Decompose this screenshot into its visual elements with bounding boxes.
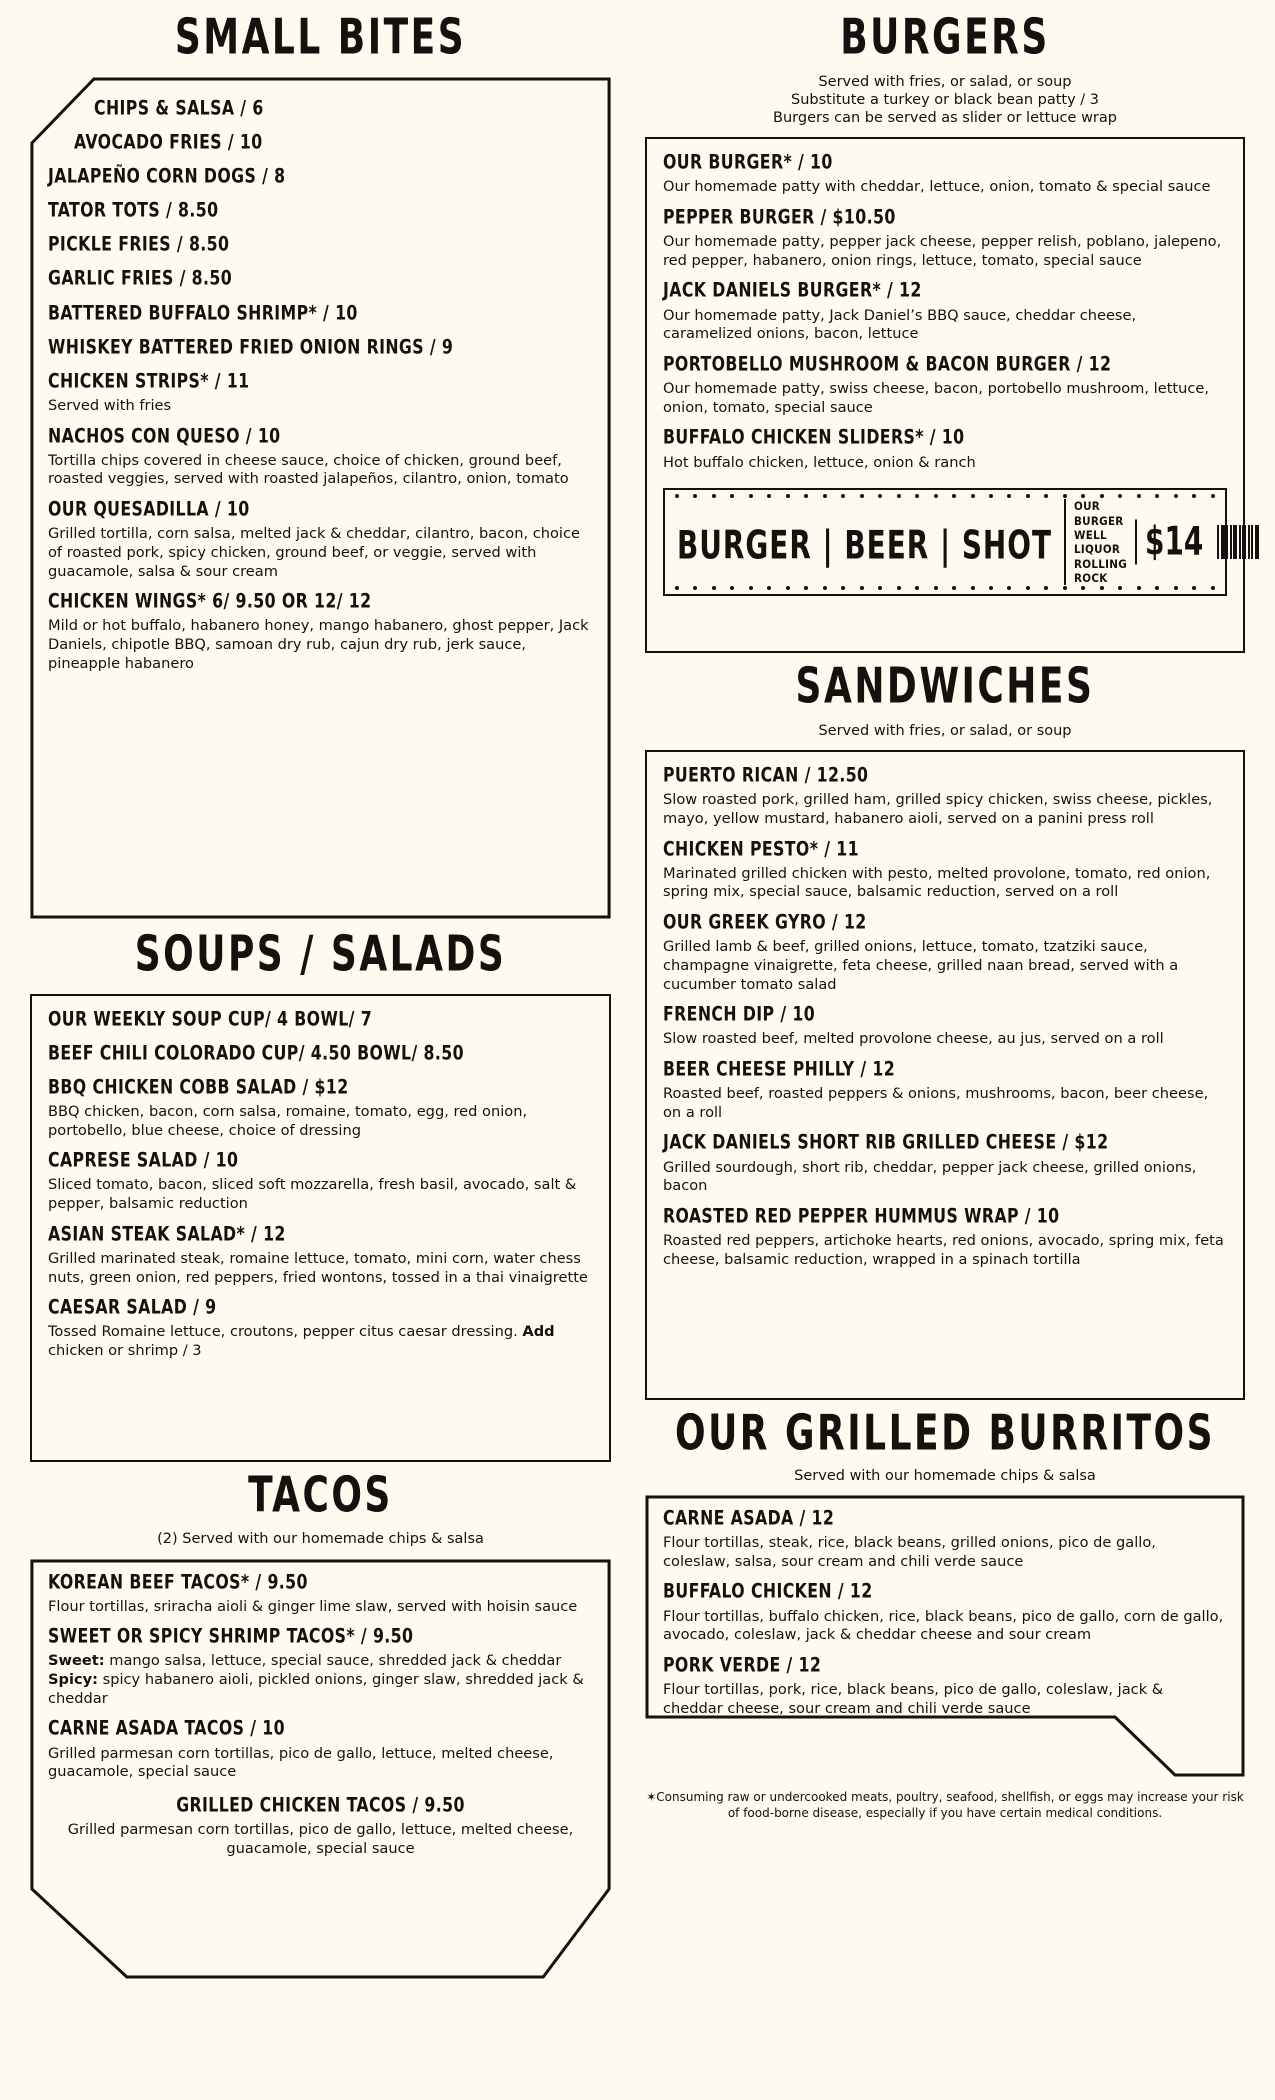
burgers-title: BURGERS: [840, 9, 1050, 66]
menu-item: BBQ CHICKEN COBB SALAD / $12 BBQ chicken, bacon, corn salsa, romaine, tomato, egg, red onion, portobello, blue cheese, choice of dressing: [48, 1076, 528, 1139]
left-column: [30, 9, 611, 2090]
menu-item: BUFFALO CHICKEN SLIDERS* / 10 Hot buffalo chicken, lettuce, onion & ranch: [663, 427, 976, 471]
tacos-box: [30, 1559, 611, 1979]
menu-item: PUERTO RICAN / 12.50 Slow roasted pork, grilled ham, grilled spicy chicken, swiss cheese, pickles, mayo, yellow mustard, habanero aioli, served on a panini press roll: [663, 764, 1213, 827]
banner-main-text: BURGER | BEER | SHOT: [677, 523, 1052, 569]
menu-item: JACK DANIELS BURGER* / 12 Our homemade patty, Jack Daniel’s BBQ sauce, cheddar cheese, caramelized onions, bacon, lettuce: [663, 280, 1137, 343]
menu-item: NACHOS CON QUESO / 10 Tortilla chips covered in cheese sauce, choice of chicken, ground beef, roasted veggies, served with roasted jalapeños, cilantro, onion, tomato: [48, 425, 569, 488]
banner-items-list: OUR BURGER WELL LIQUOR ROLLING ROCK: [1064, 499, 1127, 585]
menu-item: BEEF CHILI COLORADO CUP/ 4.50 BOWL/ 8.50: [48, 1042, 464, 1065]
menu-item: OUR BURGER* / 10 Our homemade patty with cheddar, lettuce, onion, tomato & special sauce: [663, 151, 1211, 196]
menu-item: CARNE ASADA / 12 Flour tortillas, steak, rice, black beans, grilled onions, pico de gallo, coleslaw, salsa, sour cream and chili verde sauce: [663, 1507, 1156, 1570]
small-bites-box: [30, 77, 611, 919]
banner-price: $14: [1135, 520, 1203, 565]
menu-item: ASIAN STEAK SALAD* / 12 Grilled marinated steak, romaine lettuce, tomato, mini corn, water chess nuts, green onion, red peppers, fried wontons, tossed in a thai vinaigrette: [48, 1223, 588, 1286]
tacos-subtitle: (2) Served with our homemade chips & salsa: [157, 1531, 484, 1548]
soups-salads-title: SOUPS / SALADS: [134, 926, 507, 983]
menu-item: JACK DANIELS SHORT RIB GRILLED CHEESE / $12 Grilled sourdough, short rib, cheddar, pepper jack cheese, grilled onions, bacon: [663, 1132, 1197, 1195]
menu-item: PEPPER BURGER / $10.50 Our homemade patty, pepper jack cheese, pepper relish, poblano, jalepeno, red pepper, habanero, onion rings, lettuce, tomato, special sauce: [663, 206, 1222, 269]
soups-salads-box: [30, 994, 611, 1462]
menu-item: OUR QUESADILLA / 10 Grilled tortilla, corn salsa, melted jack & cheddar, cilantro, bacon, choice of roasted pork, spicy chicken, ground beef, or veggie, served with guacamole, salsa & sour cream: [48, 498, 580, 580]
small-bites-title: SMALL BITES: [174, 9, 467, 66]
menu-item: BEER CHEESE PHILLY / 12 Roasted beef, roasted peppers & onions, mushrooms, bacon, beer cheese, on a roll: [663, 1058, 1209, 1121]
menu-item: BATTERED BUFFALO SHRIMP* / 10: [48, 302, 358, 325]
menu-item: CHICKEN WINGS* 6/ 9.50 OR 12/ 12 Mild or hot buffalo, habanero honey, mango habanero, ghost pepper, Jack Daniels, chipotle BBQ, samoan dry rub, cajun dry rub, jerk sauce, pineapple habanero: [48, 590, 589, 672]
menu-item: ROASTED RED PEPPER HUMMUS WRAP / 10 Roasted red peppers, artichoke hearts, red onions, avocado, spring mix, feta cheese, balsamic reduction, wrapped in a spinach tortilla: [663, 1205, 1224, 1268]
soups-salads-header: [30, 926, 611, 983]
small-bites-header: [30, 9, 611, 66]
menu-item: TATOR TOTS / 8.50: [48, 199, 219, 223]
tacos-title: TACOS: [248, 1466, 393, 1524]
burgers-header: [645, 9, 1245, 133]
menu-item: PICKLE FRIES / 8.50: [48, 234, 230, 257]
burgers-subtitle: Served with fries, or salad, or soup Substitute a turkey or black bean patty / 3 Burgers can be served as slider or lettuce wrap: [773, 73, 1117, 127]
barcode-icon: [1217, 525, 1259, 559]
menu-item: WHISKEY BATTERED FRIED ONION RINGS / 9: [48, 336, 454, 359]
sandwiches-box: [645, 750, 1245, 1400]
burritos-subtitle: Served with our homemade chips & salsa: [794, 1467, 1096, 1484]
burritos-title: OUR GRILLED BURRITOS: [674, 1405, 1216, 1462]
burger-beer-shot-banner: [663, 488, 1227, 596]
menu-item: CHICKEN PESTO* / 11 Marinated grilled chicken with pesto, melted provolone, tomato, red onion, spring mix, special sauce, balsamic reduction, served on a roll: [663, 838, 1211, 901]
menu-item: SWEET OR SPICY SHRIMP TACOS* / 9.50 Sweet: mango salsa, lettuce, special sauce, shredded jack & cheddar Spicy: spicy habanero aioli, pickled onions, ginger slaw, shredded jack & cheddar: [48, 1626, 584, 1707]
menu-item: KOREAN BEEF TACOS* / 9.50 Flour tortillas, sriracha aioli & ginger lime slaw, served with hoisin sauce: [48, 1571, 578, 1615]
menu-item: PORK VERDE / 12 Flour tortillas, pork, rice, black beans, pico de gallo, coleslaw, jack & cheddar cheese, sour cream and chili verde sauce: [663, 1654, 1164, 1717]
menu-item: GARLIC FRIES / 8.50: [48, 268, 233, 291]
burgers-box: [645, 137, 1245, 653]
menu-item: OUR WEEKLY SOUP CUP/ 4 BOWL/ 7: [48, 1008, 373, 1031]
burritos-box: [645, 1495, 1245, 1777]
sandwiches-header: [645, 658, 1245, 746]
menu-item: CHICKEN STRIPS* / 11 Served with fries: [48, 370, 250, 414]
sandwiches-subtitle: Served with fries, or salad, or soup: [818, 722, 1072, 739]
menu-item: BUFFALO CHICKEN / 12 Flour tortillas, buffalo chicken, rice, black beans, pico de gallo, corn de gallo, avocado, coleslaw, jack & cheddar cheese and sour cream: [663, 1581, 1224, 1644]
menu-item: AVOCADO FRIES / 10: [74, 131, 263, 155]
menu-item: OUR GREEK GYRO / 12 Grilled lamb & beef, grilled onions, lettuce, tomato, tzatziki sauce, champagne vinaigrette, feta cheese, grilled naan bread, served with a cucumber tomato salad: [663, 911, 1179, 993]
menu-item: JALAPEÑO CORN DOGS / 8: [48, 165, 286, 189]
menu-item: FRENCH DIP / 10 Slow roasted beef, melted provolone cheese, au jus, served on a roll: [663, 1003, 1164, 1048]
menu-item: PORTOBELLO MUSHROOM & BACON BURGER / 12 Our homemade patty, swiss cheese, bacon, portobello mushroom, lettuce, onion, tomato, special sauce: [663, 353, 1210, 416]
menu-item: CAPRESE SALAD / 10 Sliced tomato, bacon, sliced soft mozzarella, fresh basil, avocado, salt & pepper, balsamic reduction: [48, 1150, 577, 1213]
menu-item: GRILLED CHICKEN TACOS / 9.50 Grilled parmesan corn tortillas, pico de gallo, lettuce, melted cheese, guacamole, special sauce: [67, 1794, 574, 1857]
menu-item: CAESAR SALAD / 9 Tossed Romaine lettuce, croutons, pepper citus caesar dressing. Add chicken or shrimp / 3: [48, 1297, 555, 1360]
sandwiches-title: SANDWICHES: [795, 658, 1095, 715]
disclaimer-footnote: ✶Consuming raw or undercooked meats, poultry, seafood, shellfish, or eggs may increase your risk of food-borne disease, especially if you have certain medical conditions.: [646, 1790, 1244, 1821]
tacos-header: [30, 1466, 611, 1555]
menu-item: CARNE ASADA TACOS / 10 Grilled parmesan corn tortillas, pico de gallo, lettuce, melted cheese, guacamole, special sauce: [48, 1718, 554, 1781]
menu-item: CHIPS & SALSA / 6: [94, 97, 264, 120]
right-column: [645, 9, 1245, 2090]
burritos-header: [645, 1405, 1245, 1491]
